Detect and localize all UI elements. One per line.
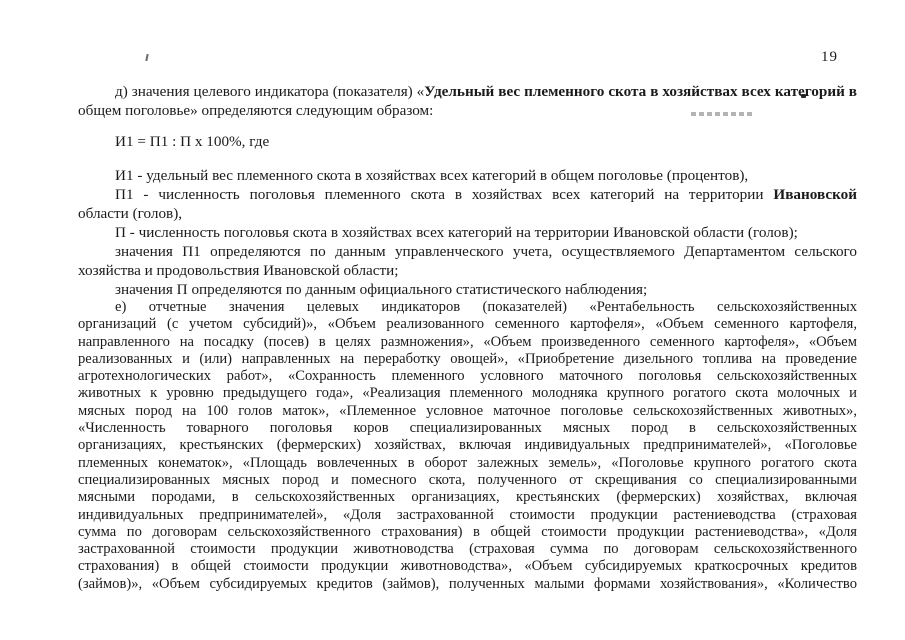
text-line (78, 472, 857, 489)
text-line (78, 455, 857, 472)
text-line (78, 576, 857, 593)
paragraph-p-source (78, 280, 857, 299)
text-line (78, 403, 857, 420)
text-segment: (займов)», «Объем субсидируемых кредитов (займов), полученных малыми формами хозяйствования», «Количество (78, 575, 857, 592)
text-line (78, 558, 857, 575)
text-line (78, 101, 857, 120)
text-line (78, 489, 857, 506)
page-number: 19 (821, 49, 838, 65)
text-line (78, 507, 857, 524)
paragraph-p1-source (78, 242, 857, 280)
text-segment: агротехнологических работ», «Сохранность племенного условного маточного поголовья сельскохозяйственных (78, 368, 857, 385)
text-segment: организаций (с учетом субсидий)», «Объем реализованного семенного картофеля», «Объем семенного картофеля, (78, 316, 857, 333)
text-line (78, 166, 857, 185)
text-segment: хозяйства и продовольствия Ивановской области; (78, 262, 399, 279)
text-line (78, 242, 857, 261)
text-segment: индивидуальных предпринимателей», «Доля застрахованной стоимости продукции растениеводства (страховая (78, 506, 857, 523)
text-segment: общем поголовье» определяются следующим образом: (78, 102, 434, 119)
text-segment: «Численность товарного поголовья коров специализированных мясных пород в сельскохозяйственных (78, 420, 857, 437)
text-segment: значения П1 определяются по данным управленческого учета, осуществляемого Департаментом сельского (115, 243, 857, 260)
text-line (78, 351, 857, 368)
text-segment: животных к уровню предыдущего года», «Реализация племенного молодняка крупного рогатого скота молочных и (78, 385, 857, 402)
text-line (78, 185, 857, 204)
paragraph-i1-definition (78, 166, 857, 185)
text-line (78, 524, 857, 541)
text-segment: специализированных мясных пород и помесного скота, полученного от скрещивания со специализированными (78, 471, 857, 488)
paragraph-p1-definition (78, 185, 857, 223)
text-line (78, 82, 857, 101)
text-line (78, 280, 857, 299)
formula (78, 132, 857, 151)
text-segment: страхования) в общей стоимости продукции животноводства», «Объем субсидируемых краткосрочных кредитов (78, 558, 857, 575)
text-line (78, 385, 857, 402)
text-line (78, 261, 857, 280)
text-line (78, 420, 857, 437)
text-line (78, 204, 857, 223)
text-line (78, 334, 857, 351)
scan-artifact-tick (145, 54, 148, 61)
text-segment: значения П определяются по данным официального статистического наблюдения; (115, 281, 648, 298)
text-segment: И1 - удельный вес племенного скота в хозяйствах всех категорий в общем поголовье (процентов), (115, 167, 749, 184)
paragraph-d-indicator-definition (78, 82, 857, 120)
paragraph-p-definition (78, 223, 857, 242)
text-segment: застрахованной стоимости продукции животноводства (страховая сумма по договорам сельскохозяйственного (78, 541, 857, 558)
text-segment: мясными породами, в сельскохозяйственных организациях, крестьянских (фермерских) хозяйствах, включая (78, 489, 857, 506)
text-segment: мясных пород на 100 голов маток», «Племенное условное маточное поголовье сельскохозяйственных животных», (78, 402, 857, 419)
text-segment: И1 = П1 : П х 100%, где (115, 133, 270, 150)
document-text-body (78, 82, 857, 593)
text-line (78, 299, 857, 316)
text-segment: реализованных и (или) направленных на переработку овощей», «Приобретение дизельного топлива на проведение (78, 350, 857, 367)
text-segment: е) отчетные значения целевых индикаторов (показателей) «Рентабельность сельскохозяйственных (115, 299, 857, 315)
paragraph-e-indicator-list (78, 299, 857, 593)
text-line (78, 541, 857, 558)
text-segment: П - численность поголовья скота в хозяйствах всех категорий на территории Ивановской области (голов); (115, 224, 798, 241)
text-segment: области (голов), (78, 205, 183, 222)
text-segment: направленного на посадку (посев) в целях размножения», «Объем произведенного семенного картофеля», «Объем (78, 333, 857, 350)
bold-text-segment: Ивановской (773, 186, 857, 203)
text-segment: П1 - численность поголовья племенного скота в хозяйствах всех категорий на территории (115, 186, 774, 203)
text-segment: племенных конематок», «Площадь вовлеченных в оборот залежных земель», «Поголовье крупного рогатого скота (78, 454, 857, 471)
text-line (78, 316, 857, 333)
text-segment: сумма по договорам сельскохозяйственного страхования) в общей стоимости продукции растениеводства», «Доля (78, 523, 857, 540)
text-segment: организациях, крестьянских (фермерских) хозяйствах, включая индивидуальных предпринимателей», «Поголовье (78, 437, 857, 454)
text-line (78, 132, 857, 151)
text-line (78, 437, 857, 454)
bold-text-segment: Удельный вес племенного скота в хозяйствах всех категорий в (424, 83, 857, 100)
text-segment: д) значения целевого индикатора (показателя) « (115, 83, 425, 100)
text-line (78, 223, 857, 242)
text-line (78, 368, 857, 385)
